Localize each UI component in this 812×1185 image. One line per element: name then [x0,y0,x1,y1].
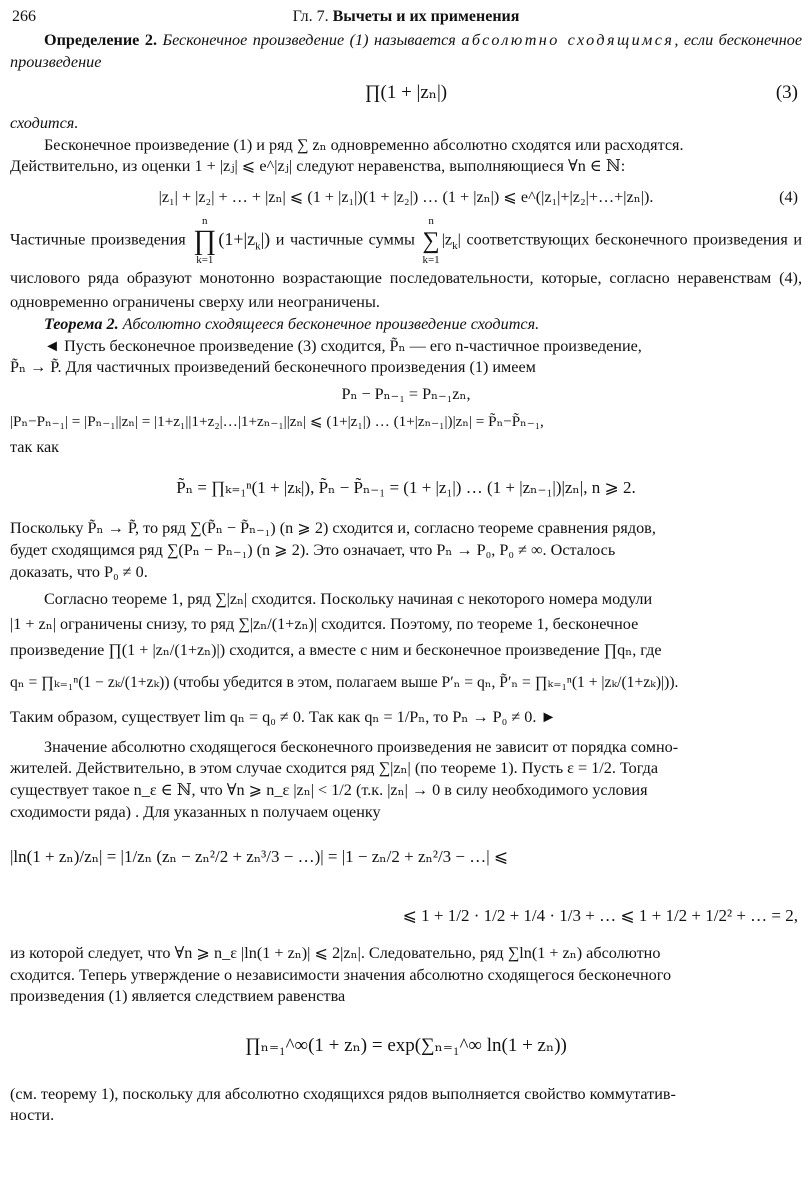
theorem-label: Теорема 2. [44,314,119,333]
proof-formula-2: |Pₙ−Pₙ₋₁| = |Pₙ₋₁||zₙ| = |1+z₁||1+z₂|…|1+zₙ₋₁||zₙ| ⩽ (1+|z₁|) … (1+|zₙ₋₁|)|zₙ| = P̃ₙ−P̃ₙ₋₁, [10,412,544,430]
para2-line8: (см. теорему 1), поскольку для абсолютно сходящихся рядов выполняется свойство коммутатив- [10,1084,676,1103]
proof-formula-3: P̃ₙ = ∏ₖ₌₁ⁿ(1 + |zₖ|), P̃ₙ − P̃ₙ₋₁ = (1 + |z₁|) … (1 + |zₙ₋₁|)|zₙ|, n ⩾ 2. [176,478,636,498]
para1-line1: Бесконечное произведение (1) и ряд ∑ zₙ одновременно абсолютно сходятся или расходятся. [44,135,684,154]
definition-closing: сходится. [10,114,79,133]
proof-line1: ◄ Пусть бесконечное произведение (3) сходится, P̃ₙ — его n-частичное произведение, [44,336,642,355]
para2-line4: сходимости ряда) . Для указанных n получаем оценку [10,802,381,821]
definition-2 [10,30,802,73]
chapter-number: Гл. 7. [292,8,329,25]
para2-line6: сходится. Теперь утверждение о независимости значения абсолютно сходящегося бесконечного [10,965,672,984]
proof-p3-line4: qₙ = ∏ₖ₌₁ⁿ(1 − zₖ/(1+zₖ)) (чтобы убедится в этом, полагаем выше P′ₙ = qₙ, P̃′ₙ = ∏ₖ₌₁ⁿ(1 + |zₖ/(1+zₖ)|)). [10,673,679,691]
proof-p2-line3: доказать, что P₀ ≠ 0. [10,562,148,581]
para1-text-a: Частичные произведения [10,230,186,249]
equation-3 [10,75,802,111]
sum-operator: n ∑ k=1 [422,214,440,266]
equation-4 [10,180,802,214]
para1-text-c: соответствующих бесконечного произведения и числового ряда образуют монотонно возрастающие последовательности, которые, согласно неравенствам (4), одновременно ограничены сверху или неограничены. [10,230,803,311]
theorem-statement: Абсолютно сходящееся бесконечное произведение сходится. [122,314,540,333]
para2-formula-1: |ln(1 + zₙ)/zₙ| = |1/zₙ (zₙ − zₙ²/2 + zₙ³/3 − …)| = |1 − zₙ/2 + zₙ²/3 − …| ⩽ [10,847,509,867]
para2-line5: из которой следует, что ∀n ⩾ n_ε |ln(1 + zₙ)| ⩽ 2|zₙ|. Следовательно, ряд ∑ln(1 + zₙ) абсолютно [10,944,661,963]
para1-partial: Частичные произведения n ∏ k=1 $(1+|z_k|)$ и частичные суммы n ∑ k=1 $|z_k|$ соответствующих бесконечного произведения и числового ряда образуют монотонно возрастающие последовательности, которые, согласно неравенствам (4), одновременно ограничены сверху или неограничены. [10,214,803,311]
proof-p3-line1: Согласно теореме 1, ряд ∑|zₙ| сходится. Поскольку начиная с некоторого номера модули [44,590,653,609]
chapter-heading [10,6,802,28]
definition-term: абсолютно сходящимся [461,31,675,49]
para2-line1: Значение абсолютно сходящегося бесконечного произведения не зависит от порядка сомно- [44,737,679,756]
para2-line3: существует такое n_ε ∈ ℕ, что ∀n ⩾ n_ε |zₙ| < 1/2 (т.к. |zₙ| → 0 в силу необходимого условия [10,780,648,799]
para2-formula-2: ⩽ 1 + 1/2 · 1/2 + 1/4 · 1/3 + … ⩽ 1 + 1/2 + 1/2² + … = 2, [402,906,798,926]
equation-4-formula: |z₁| + |z₂| + … + |zₙ| ⩽ (1 + |z₁|)(1 + |z₂|) … (1 + |zₙ|) ⩽ e^(|z₁|+|z₂|+…+|zₙ|). [158,187,654,206]
proof-p3-line5: Таким образом, существует lim qₙ = q₀ ≠ 0. Так как qₙ = 1/Pₙ, то Pₙ → P₀ ≠ 0. ► [10,707,557,726]
running-header [10,4,802,30]
definition-text-b: , если бесконечное произведение [10,31,803,71]
definition-label: Определение 2. [44,31,158,49]
equation-3-number: (3) [775,82,798,104]
equation-3-formula: ∏(1 + |zₙ|) [364,82,448,104]
para2-line2: жителей. Действительно, в этом случае сходится ряд ∑|zₙ| (по теореме 1). Пусть ε = 1/2. Тогда [10,759,659,778]
definition-text-a: Бесконечное произведение (1) называется [162,31,456,49]
para1-line2: Действительно, из оценки 1 + |zⱼ| ⩽ e^|zⱼ| следуют неравенства, выполняющиеся ∀n ∈ ℕ: [10,157,626,176]
proof-line2: P̃ₙ → P̃. Для частичных произведений бесконечного произведения (1) имеем [10,358,536,377]
para1-text-b: и частичные суммы [275,230,415,249]
chapter-title: Вычеты и их применения [332,8,520,25]
para2-line7: произведения (1) является следствием равенства [10,987,346,1006]
proof-so: так как [10,437,60,456]
proof-formula-1: Pₙ − Pₙ₋₁ = Pₙ₋₁zₙ, [341,384,471,403]
proof-p2-line2: будет сходящимся ряд ∑(Pₙ − Pₙ₋₁) (n ⩾ 2). Это означает, что Pₙ → P₀, P₀ ≠ ∞. Осталось [10,540,616,559]
proof-p3-line3: произведение ∏(1 + |zₙ/(1+zₙ)|) сходится, а вместе с ним и бесконечное произведение ∏qₙ, где [10,640,662,659]
product-operator: n ∏ k=1 [193,214,217,266]
equation-4-number: (4) [779,187,798,206]
proof-p3-line2: |1 + zₙ| ограничены снизу, то ряд ∑|zₙ/(1+zₙ)| сходится. Поэтому, по теореме 1, бесконечное [10,614,639,633]
page-number: 266 [12,8,36,25]
para2-formula-3: ∏ₙ₌₁^∞(1 + zₙ) = exp(∑ₙ₌₁^∞ ln(1 + zₙ)) [245,1034,567,1056]
theorem-2 [10,314,802,336]
para2-line9: ности. [10,1106,55,1125]
proof-p2-line1: Поскольку P̃ₙ → P̃, то ряд ∑(P̃ₙ − P̃ₙ₋₁) (n ⩾ 2) сходится и, согласно теореме сравнения рядов, [10,519,656,538]
